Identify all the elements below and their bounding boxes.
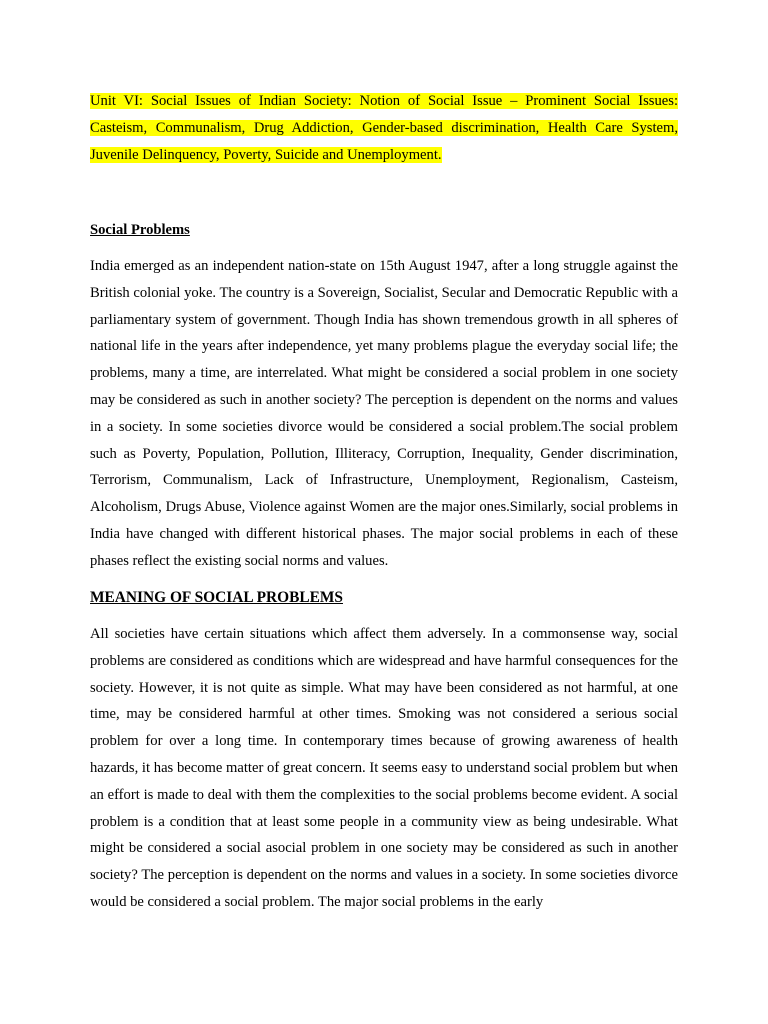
section-title-meaning-of-social-problems: MEANING OF SOCIAL PROBLEMS <box>90 589 343 606</box>
section-paragraph-social-problems: India emerged as an independent nation-state on 15th August 1947, after a long struggle against the British colonial yoke. The country is a Sovereign, Socialist, Secular and Democratic Republic with a parliamentary system of government. Though India has shown tremendous growth in all spheres of national life in the years after independence, yet many problems plague the everyday social life; the problems, many a time, are interrelated. What might be considered a social problem in one society may be considered as such in another society? The perception is dependent on the norms and values in a society. In some societies divorce would be considered a social problem.The social problem such as Poverty, Population, Pollution, Illiteracy, Corruption, Inequality, Gender discrimination, Terrorism, Communalism, Lack of Infrastructure, Unemployment, Regionalism, Casteism, Alcoholism, Drugs Abuse, Violence against Women are the major ones.Similarly, social problems in India have changed with different historical phases. The major social problems in each of these phases reflect the existing social norms and values. <box>90 258 678 569</box>
section-title-social-problems: Social Problems <box>90 222 190 238</box>
unit-heading <box>90 88 678 169</box>
highlighted-heading-text: Unit VI: Social Issues of Indian Society: Notion of Social Issue – Prominent Social Issues: Casteism, Communalism, Drug Addiction, Gender-based discrimination, Health Care System, Juvenile Delinquency, Poverty, Suicide and Unemployment. <box>90 93 678 163</box>
section-paragraph-meaning-of-social-problems: All societies have certain situations which affect them adversely. In a commonsense way, social problems are considered as conditions which are widespread and have harmful consequences for the society. However, it is not quite as simple. What may have been considered as not harmful, at one time, may be considered harmful at other times. Smoking was not considered a serious social problem for over a long time. In contemporary times because of growing awareness of health hazards, it has become matter of great concern. It seems easy to understand social problem but when an effort is made to deal with them the complexities to the social problems become evident. A social problem is a condition that at least some people in a community view as being undesirable. What might be considered a social asocial problem in one society may be considered as such in another society? The perception is dependent on the norms and values in a society. In some societies divorce would be considered a social problem. The major social problems in the early <box>90 626 678 910</box>
